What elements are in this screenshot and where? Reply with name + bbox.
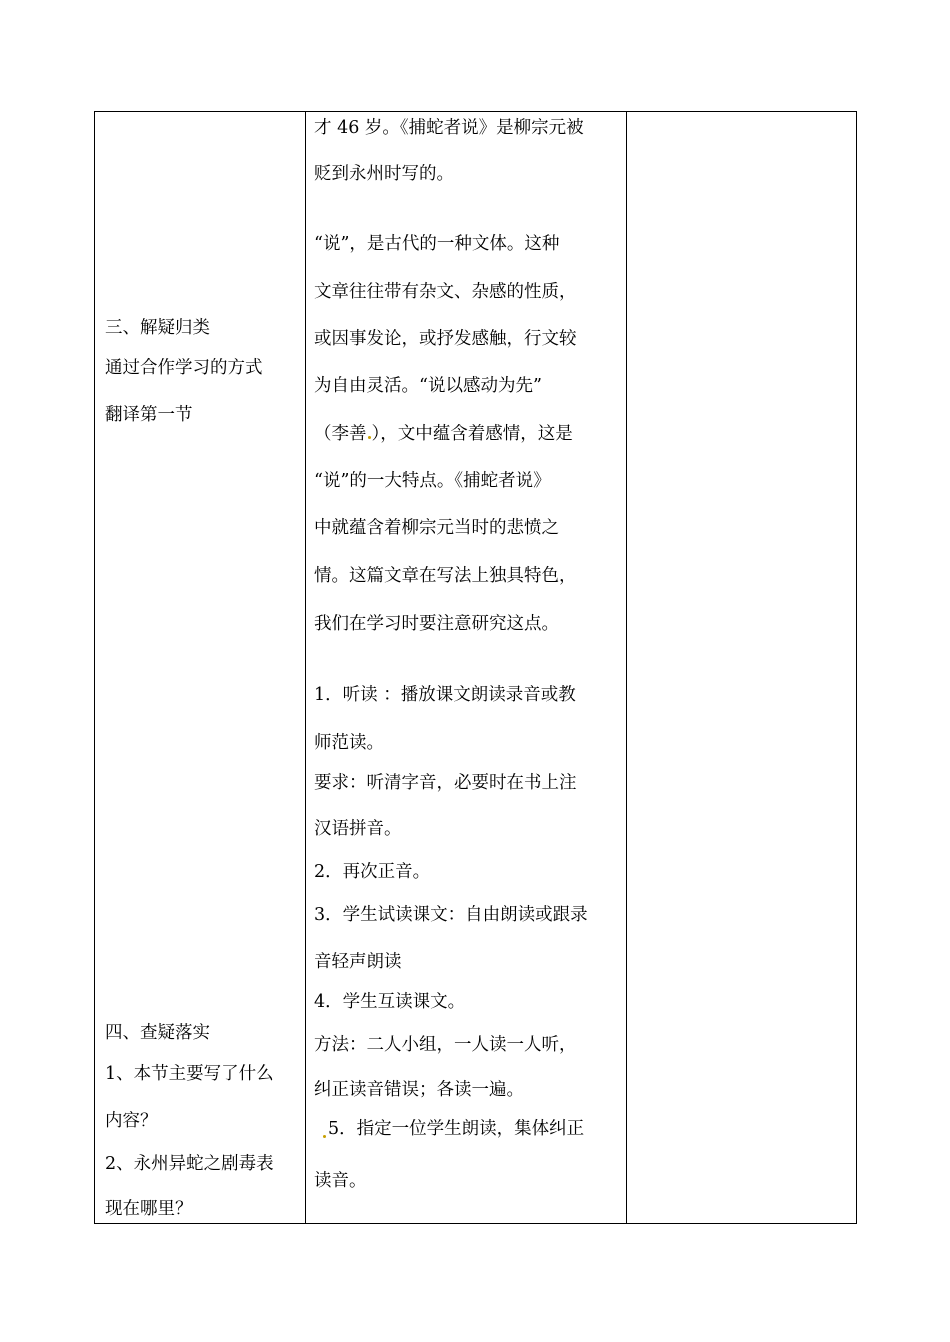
content-line: 情。这篇文章在写法上独具特色，: [314, 566, 577, 586]
step-line: 纠正读音错误；各读一遍。: [314, 1080, 524, 1100]
content-line: “说”，是古代的一种文体。这种: [314, 234, 560, 254]
column-divider-right: [626, 112, 627, 1223]
marker-dot-icon: [323, 1135, 326, 1138]
step-line: 方法：二人小组，一人读一人听，: [314, 1035, 577, 1055]
content-line: 为自由灵活。“说以感动为先”: [314, 376, 542, 396]
step-line: 音轻声朗读: [314, 952, 402, 972]
section-4-title: 四、查疑落实: [105, 1023, 210, 1043]
question-1-line-1: 1、本节主要写了什么: [105, 1064, 274, 1084]
content-line: [314, 423, 573, 445]
lesson-table: [94, 111, 857, 1224]
content-line: 或因事发论，或抒发感触，行文较: [314, 329, 577, 349]
content-line-part: （李善: [314, 424, 367, 444]
section-3-line-2: 翻译第一节: [105, 405, 193, 425]
section-3-title: 三、解疑归类: [105, 318, 210, 338]
question-2-line-2: 现在哪里？: [105, 1199, 193, 1219]
question-2-line-1: 2、永州异蛇之剧毒表: [105, 1154, 274, 1174]
step-line: 5．指定一位学生朗读，集体纠正: [328, 1119, 585, 1139]
content-line-part: ），文中蕴含着感情，这是: [371, 424, 573, 444]
step-line: 要求：听清字音，必要时在书上注: [314, 773, 577, 793]
section-3-line-1: 通过合作学习的方式: [105, 358, 263, 378]
step-line: 2．再次正音。: [314, 862, 431, 882]
step-line: 3．学生试读课文：自由朗读或跟录: [314, 905, 588, 925]
step-line: 1．听读 ：播放课文朗读录音或教: [314, 685, 576, 705]
step-line: 读音。: [314, 1171, 367, 1191]
content-line: 文章往往带有杂文、杂感的性质，: [314, 282, 577, 302]
step-line: 汉语拼音。: [314, 819, 402, 839]
marker-dot-icon: [368, 436, 371, 439]
step-line: 师范读。: [314, 733, 384, 753]
question-1-line-2: 内容？: [105, 1111, 158, 1131]
content-line: 我们在学习时要注意研究这点。: [314, 614, 559, 634]
content-line: “说”的一大特点。《捕蛇者说》: [314, 471, 551, 491]
content-line: 贬到永州时写的。: [314, 164, 454, 184]
content-line: 中就蕴含着柳宗元当时的悲愤之: [314, 518, 559, 538]
content-line: 才 46 岁。《捕蛇者说》是柳宗元被: [314, 118, 584, 138]
step-line: 4．学生互读课文。: [314, 992, 466, 1012]
column-divider-left: [305, 112, 306, 1223]
